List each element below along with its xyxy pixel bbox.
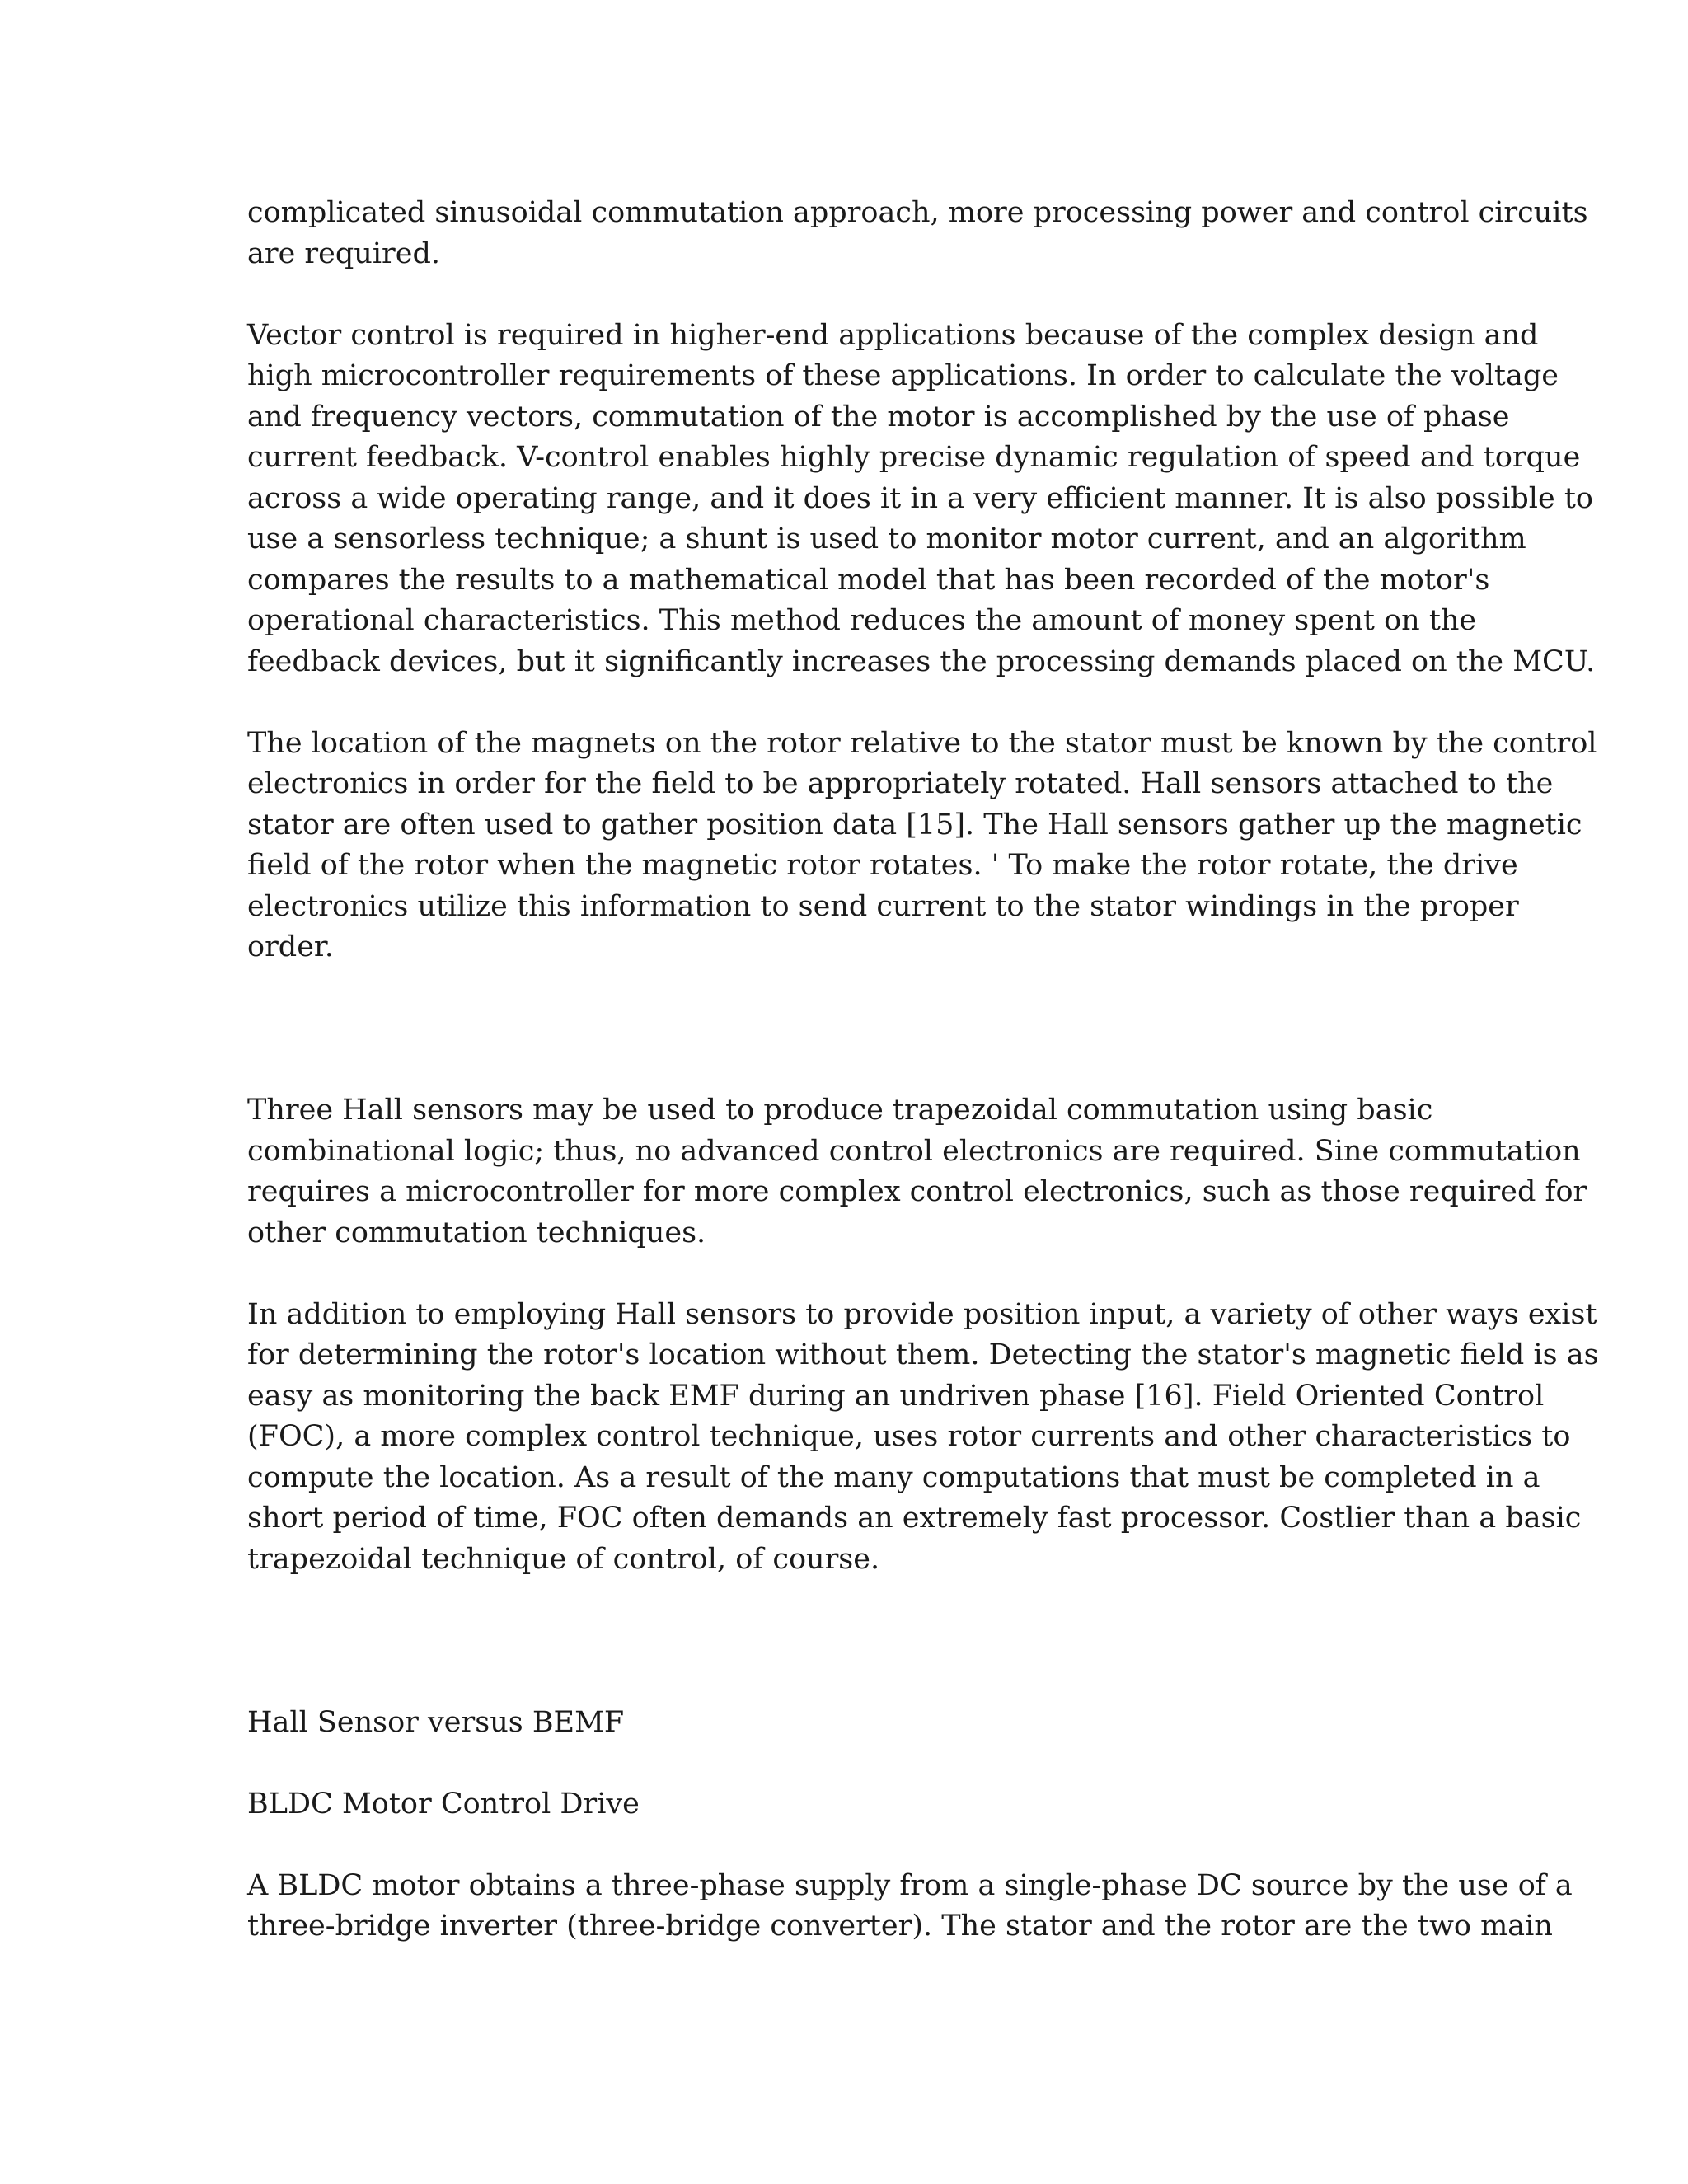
text-line: across a wide operating range, and it does it in a very efficient manner. It is also possible to xyxy=(247,481,1593,515)
text-line: In addition to employing Hall sensors to provide position input, a variety of other ways exist xyxy=(247,1297,1597,1331)
text-line: electronics in order for the field to be appropriately rotated. Hall sensors attached to the xyxy=(247,767,1554,800)
document-body xyxy=(247,193,1599,1947)
paragraph-spacer xyxy=(247,1580,1451,1703)
heading-hall-sensor-vs-bemf xyxy=(247,1703,1451,1744)
text-line: field of the rotor when the magnetic rotor rotates. ' To make the rotor rotate, the drive xyxy=(247,849,1518,882)
text-line: short period of time, FOC often demands an extremely fast processor. Costlier than a basic xyxy=(247,1502,1582,1535)
text-line: stator are often used to gather position data [15]. The Hall sensors gather up the magnetic xyxy=(247,808,1582,841)
text-line: The location of the magnets on the rotor relative to the stator must be known by the control xyxy=(247,726,1597,760)
text-line: three-bridge inverter (three-bridge converter). The stator and the rotor are the two main xyxy=(247,1910,1553,1943)
text-line: Hall Sensor versus BEMF xyxy=(247,1705,625,1739)
text-line: trapezoidal technique of control, of course. xyxy=(247,1542,880,1576)
text-line: use a sensorless technique; a shunt is used to monitor motor current, and an algorithm xyxy=(247,523,1526,555)
text-line: for determining the rotor's location without them. Detecting the stator's magnetic field is as xyxy=(247,1338,1599,1371)
heading-bldc-motor-control-drive xyxy=(247,1784,1451,1825)
text-line: Three Hall sensors may be used to produce trapezoidal commutation using basic xyxy=(247,1094,1433,1127)
text-line: complicated sinusoidal commutation approach, more processing power and control circuits xyxy=(247,196,1588,229)
text-line: compares the results to a mathematical model that has been recorded of the motor's xyxy=(247,563,1490,597)
paragraph-spacer xyxy=(247,1825,1451,1866)
text-line: high microcontroller requirements of these applications. In order to calculate the voltage xyxy=(247,359,1559,392)
text-line: (FOC), a more complex control technique, uses rotor currents and other characteristics to xyxy=(247,1420,1571,1453)
paragraph-spacer xyxy=(247,1254,1451,1295)
paragraph-three-hall-sensors xyxy=(247,1090,1587,1254)
text-line: requires a microcontroller for more complex control electronics, such as those required for xyxy=(247,1175,1587,1208)
text-line: A BLDC motor obtains a three-phase supply from a single-phase DC source by the use of a xyxy=(247,1868,1573,1902)
text-line: Vector control is required in higher-end applications because of the complex design and xyxy=(247,318,1539,352)
paragraph-spacer xyxy=(247,1743,1451,1784)
text-line: feedback devices, but it significantly increases the processing demands placed on the MCU. xyxy=(247,644,1596,678)
paragraph-vector-control xyxy=(247,316,1596,683)
text-line: and frequency vectors, commutation of the motor is accomplished by the use of phase xyxy=(247,400,1510,434)
text-line: BLDC Motor Control Drive xyxy=(247,1787,640,1821)
text-line: compute the location. As a result of the many computations that must be completed in a xyxy=(247,1460,1540,1494)
text-line: are required. xyxy=(247,237,440,270)
paragraph-sinusoidal-commutation xyxy=(247,193,1588,274)
paragraph-spacer xyxy=(247,682,1451,724)
paragraph-spacer xyxy=(247,274,1451,316)
text-line: electronics utilize this information to send current to the stator windings in the proper xyxy=(247,889,1519,923)
paragraph-magnet-location xyxy=(247,724,1597,968)
text-line: order. xyxy=(247,930,334,963)
paragraph-spacer xyxy=(247,968,1451,1091)
paragraph-position-input xyxy=(247,1295,1599,1581)
text-line: operational characteristics. This method reduces the amount of money spent on the xyxy=(247,604,1477,637)
text-line: current feedback. V-control enables highly precise dynamic regulation of speed and torque xyxy=(247,441,1581,474)
text-line: combinational logic; thus, no advanced control electronics are required. Sine commutation xyxy=(247,1134,1581,1168)
text-line: easy as monitoring the back EMF during an undriven phase [16]. Field Oriented Control xyxy=(247,1379,1545,1413)
text-line: other commutation techniques. xyxy=(247,1216,706,1249)
paragraph-bldc-supply xyxy=(247,1866,1573,1947)
